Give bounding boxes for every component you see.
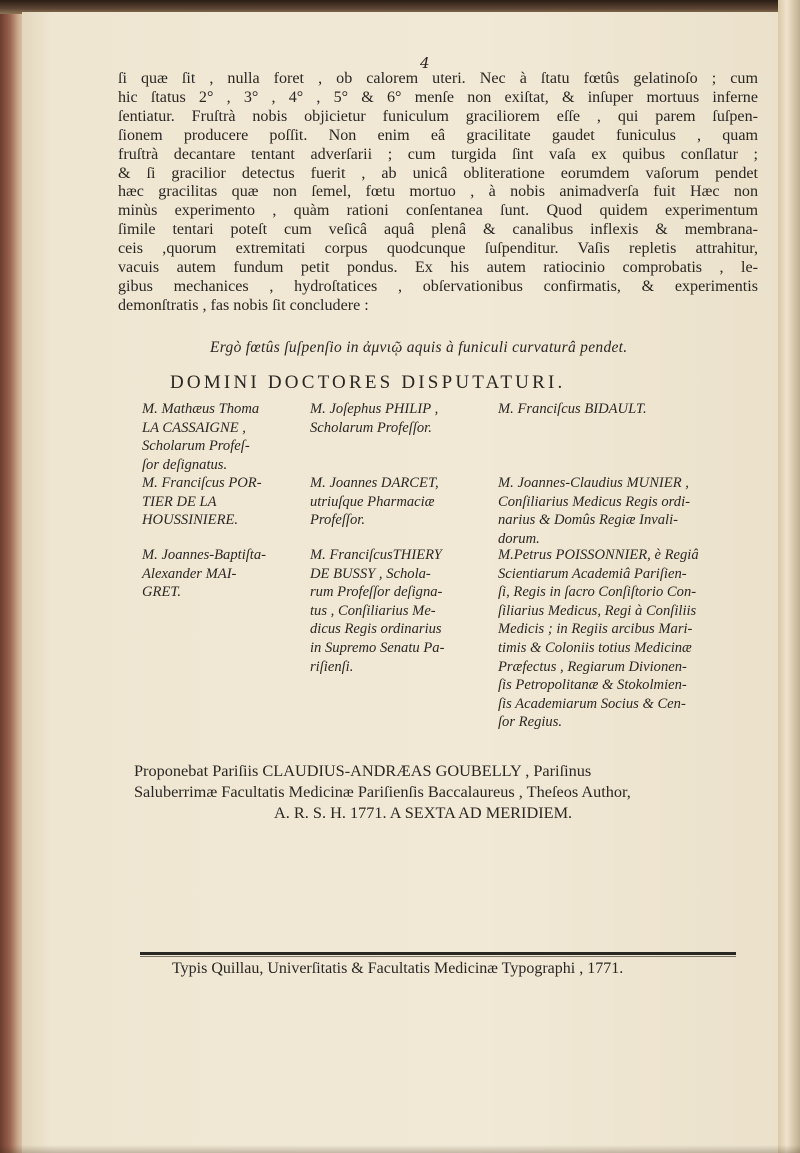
body-line: ſi quæ ſit , nulla foret , ob calorem uteri. Nec à ſtatu fœtûs gelatinoſo ; cum [118, 70, 758, 87]
conclusion-line: Ergò fœtûs ſuſpenſio in ἀμνιῷ aquis à funiculi curvaturâ pendet. [210, 339, 628, 356]
bottom-shadow [0, 1145, 800, 1153]
body-line: vacuis autem fundum petit pondus. Ex his autem ratiocinio comprobatis , le- [118, 259, 758, 277]
doctor-entry: M. Joſephus PHILIP , Scholarum Profeſſor. [310, 401, 439, 436]
proposal-block [134, 760, 754, 823]
body-line: & ſi gracilior detectus fuerit , ab unicâ obliteratione eorumdem vaſorum pendet [118, 164, 758, 182]
body-paragraph [118, 70, 758, 316]
section-heading: DOMINI DOCTORES DISPUTATURI. [170, 372, 566, 393]
divider-rule [140, 952, 736, 955]
body-line: ſentiatur. Fruſtrà nobis objicietur funiculum graciliorem eſſe , qui parem ſuſpen- [118, 107, 758, 125]
body-line: demonſtratis , fas nobis ſit concludere : [118, 296, 369, 314]
body-line: ſimile tentari poteſt cum veſicâ aquâ plenâ & canalibus inflexis & membrana- [118, 221, 758, 239]
body-line: hæc gracilitas quæ non ſemel, fœtu mortuo , à nobis animadverſa fuit Hæc non [118, 183, 758, 201]
body-line: fruſtrà decantare tentant adverſarii ; cum turgida ſint vaſa ex quibus conſlatur ; [118, 145, 758, 163]
doctor-entry: M. Joannes DARCET, utriuſque Pharmaciæ Profeſſor. [310, 475, 439, 529]
doctor-entry: M.Petrus POISSONNIER, è Regiâ Scientiarum Academiâ Pariſien- ſi, Regis in ſacro Conſiſtorio Con- ſiliarius Medicus, Regi à Conſiliis Medicis ; in Regiis arcibus Mari- timis & Coloniis totius Medicinæ Præfectus , Regiarum Divionen- ſis Petropolitanæ & Stokolmien- ſis Academiarum Socius & Cen- ſor Regius. [498, 547, 699, 731]
doctor-entry: M. FranciſcusTHIERY DE BUSSY , Schola- rum Profeſſor deſigna- tus , Conſiliarius Me- dicus Regis ordinarius in Supremo Senatu Pa- riſienſi. [310, 547, 445, 675]
printer-imprint: Typis Quillau, Univerſitatis & Facultatis Medicinæ Typographi , 1771. [172, 960, 624, 977]
body-line: ſionem producere poſſit. Non enim eâ gracilitate gaudet funiculus , quam [118, 126, 758, 144]
page-edge [778, 0, 800, 1153]
doctor-entry: M. Mathæus Thoma LA CASSAIGNE , Scholarum Profeſ- ſor deſignatus. [142, 401, 260, 473]
doctor-entry: M. Franciſcus BIDAULT. [498, 401, 647, 417]
page-number: 4 [420, 54, 430, 72]
divider-rule-thin [140, 956, 736, 957]
proposal-line: Saluberrimæ Facultatis Medicinæ Pariſienſis Baccalaureus , Theſeos Author, [134, 782, 631, 801]
doctor-entry: M. Joannes-Baptiſta- Alexander MAI- GRET. [142, 547, 267, 601]
body-line: minùs experimento , quàm rationi conſentanea ſunt. Quod quidem experimentum [118, 202, 758, 220]
body-line: ceis ,quorum extremitati corpus quodcunque ſuſpenditur. Vaſis repletis attrahitur, [118, 240, 758, 258]
body-line: gibus mechanices , hydroſtatices , obſervationibus confirmatis, & experimentis [118, 277, 758, 295]
document-page [22, 12, 780, 1153]
doctor-entry: M. Joannes-Claudius MUNIER , Conſiliarius Medicus Regis ordi- narius & Domûs Regiæ Invali- dorum. [498, 475, 691, 547]
proposal-line: A. R. S. H. 1771. A SEXTA AD MERIDIEM. [274, 803, 573, 822]
doctor-entry: M. Franciſcus POR- TIER DE LA HOUSSINIERE. [142, 475, 262, 529]
proposal-line: Proponebat Pariſiis CLAUDIUS-ANDRÆAS GOUBELLY , Pariſinus [134, 761, 592, 780]
body-line: hic ſtatus 2° , 3° , 4° , 5° & 6° menſe non exiſtat, & inſuper mortuus inferne [118, 88, 758, 106]
